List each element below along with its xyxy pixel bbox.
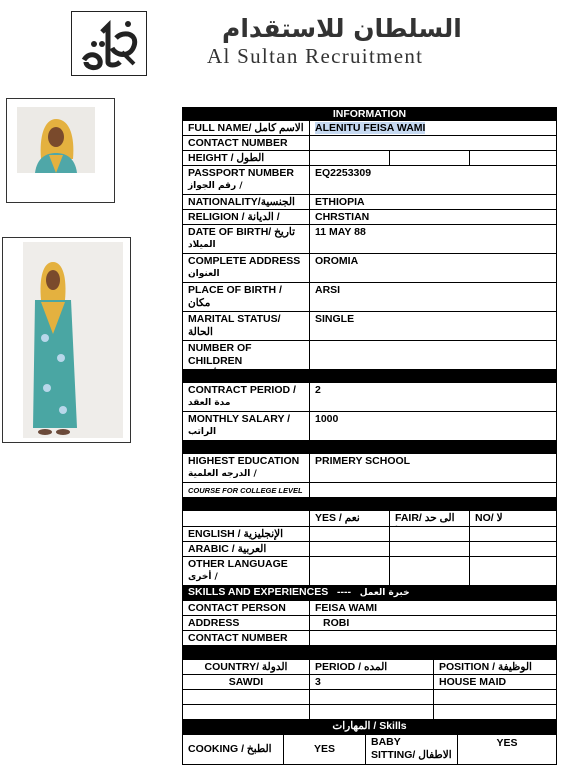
address-row xyxy=(182,254,557,283)
place-of-birth-row xyxy=(182,283,557,312)
experience-row xyxy=(182,705,557,720)
english-yes[interactable] xyxy=(310,527,390,541)
salary-row xyxy=(182,412,557,441)
dob-value[interactable]: 11 MAY 88 xyxy=(315,226,366,238)
education-row xyxy=(182,454,557,483)
contact-address-label: ADDRESS xyxy=(183,616,310,630)
contract-period-row xyxy=(182,383,557,412)
contact-person-label: CONTACT PERSON xyxy=(183,601,310,615)
lang-no-header: NO/ لا xyxy=(475,512,503,524)
section-divider xyxy=(182,646,557,660)
contact-number2-value[interactable] xyxy=(310,631,556,645)
education-label: HIGHEST EDUCATION الدرجه العلمية / xyxy=(183,454,310,482)
baby-sitting-label: BABY SITTING/ الاطفال xyxy=(366,735,458,764)
religion-label: RELIGION / الديانة / xyxy=(183,210,310,224)
experience-period[interactable] xyxy=(310,690,434,704)
passport-row xyxy=(182,166,557,195)
contact-number-label: CONTACT NUMBER xyxy=(183,136,310,150)
other-language-row xyxy=(182,557,557,586)
language-header-row xyxy=(182,511,557,527)
baby-sitting-value[interactable]: YES xyxy=(496,737,518,749)
experience-country[interactable]: SAWDI xyxy=(183,675,310,689)
position-header: POSITION / الوظيفة xyxy=(439,661,532,673)
skills-experiences-header: SKILLS AND EXPERIENCES ---- خبرة العمل xyxy=(182,586,557,601)
experience-position[interactable] xyxy=(434,690,556,704)
brand-name-arabic: السلطان للاستقدام xyxy=(222,14,462,43)
contact-address-value[interactable]: ROBI xyxy=(323,617,350,629)
nationality-row xyxy=(182,195,557,210)
nationality-value[interactable]: ETHIOPIA xyxy=(315,196,365,208)
information-header: INFORMATION xyxy=(182,107,557,121)
contact-number2-row xyxy=(182,631,557,646)
religion-row xyxy=(182,210,557,225)
experience-row xyxy=(182,690,557,705)
contract-period-label: CONTRACT PERIOD / مدة العقد xyxy=(183,383,310,411)
marital-status-value[interactable]: SINGLE xyxy=(315,313,355,325)
contact-number-row xyxy=(182,136,557,151)
salary-label: MONTHLY SALARY / الراتب xyxy=(183,412,310,440)
full-body-photo xyxy=(2,237,131,443)
address-label: COMPLETE ADDRESS العنوان xyxy=(183,254,310,282)
section-divider xyxy=(182,498,557,511)
arabic-label: ARABIC / العربية xyxy=(183,542,310,556)
dob-label: DATE OF BIRTH/ تاريخ الميلاد xyxy=(183,225,310,253)
cooking-value[interactable]: YES xyxy=(284,735,366,764)
children-label: NUMBER OF CHILDREN xyxy=(183,341,310,369)
experience-position[interactable] xyxy=(434,705,556,719)
height-value[interactable] xyxy=(310,151,390,165)
contact-address-row xyxy=(182,616,557,631)
religion-value[interactable]: CHRSTIAN xyxy=(315,211,370,223)
full-name-row xyxy=(182,121,557,136)
course-label: COURSE FOR COLLEGE LEVEL xyxy=(183,483,310,497)
dob-row xyxy=(182,225,557,254)
contact-person-row xyxy=(182,601,557,616)
section-divider xyxy=(182,441,557,454)
contract-period-value[interactable]: 2 xyxy=(315,384,321,396)
english-row xyxy=(182,527,557,542)
english-no[interactable] xyxy=(470,527,556,541)
children-value[interactable] xyxy=(310,341,556,369)
contact-person-value[interactable]: FEISA WAMI xyxy=(315,602,378,614)
skills-bar: المهارات / Skills xyxy=(182,720,557,735)
skills-row xyxy=(182,735,557,765)
place-of-birth-value[interactable]: ARSI xyxy=(315,284,341,296)
experience-row xyxy=(182,675,557,690)
place-of-birth-label: PLACE OF BIRTH / مكان xyxy=(183,283,310,311)
brand-name-english: Al Sultan Recruitment xyxy=(207,44,424,68)
english-fair[interactable] xyxy=(390,527,470,541)
other-language-fair[interactable] xyxy=(390,557,470,585)
nationality-label: NATIONALITY/الجنسية xyxy=(183,195,310,209)
arabic-no[interactable] xyxy=(470,542,556,556)
contact-number-value[interactable] xyxy=(310,136,556,150)
arabic-fair[interactable] xyxy=(390,542,470,556)
arabic-yes[interactable] xyxy=(310,542,390,556)
experience-header-row xyxy=(182,660,557,675)
other-language-label: OTHER LANGUAGE أخرى / xyxy=(183,557,310,585)
lang-fair-header: FAIR/ الى حد xyxy=(390,511,470,526)
height-cell-3[interactable] xyxy=(470,151,556,165)
period-header: PERIOD / المده xyxy=(310,660,434,674)
other-language-yes[interactable] xyxy=(310,557,390,585)
arabic-row xyxy=(182,542,557,557)
country-header: COUNTRY/ الدولة xyxy=(183,660,310,674)
portrait-photo xyxy=(6,98,115,203)
full-name-value[interactable]: ALENITU FEISA WAMI xyxy=(315,122,426,134)
company-logo xyxy=(71,11,147,76)
experience-period[interactable]: 3 xyxy=(310,675,434,689)
address-value[interactable]: OROMIA xyxy=(315,255,359,267)
passport-label: PASSPORT NUMBER رقم الجواز / xyxy=(183,166,310,194)
other-language-no[interactable] xyxy=(470,557,556,585)
experience-period[interactable] xyxy=(310,705,434,719)
course-value[interactable] xyxy=(310,483,556,497)
experience-country[interactable] xyxy=(183,705,310,719)
course-row xyxy=(182,483,557,498)
section-divider xyxy=(182,370,557,383)
passport-value[interactable]: EQ2253309 xyxy=(315,167,372,179)
full-name-label: FULL NAME/ الاسم كامل xyxy=(183,121,310,135)
logo-calligraphy-icon xyxy=(72,12,146,75)
education-value[interactable]: PRIMERY SCHOOL xyxy=(315,455,411,467)
information-form xyxy=(182,107,557,765)
salary-value[interactable]: 1000 xyxy=(315,413,339,425)
experience-position[interactable]: HOUSE MAID xyxy=(439,676,507,688)
height-label: HEIGHT / الطول xyxy=(183,151,310,165)
contact-number2-label: CONTACT NUMBER xyxy=(183,631,310,645)
lang-yes-header: YES / نعم xyxy=(310,511,390,526)
children-row xyxy=(182,341,557,370)
experience-country[interactable] xyxy=(183,690,310,704)
cooking-label: COOKING / الطبخ xyxy=(183,735,284,764)
height-cell-2[interactable] xyxy=(390,151,470,165)
height-row xyxy=(182,151,557,166)
marital-status-row xyxy=(182,312,557,341)
marital-status-label: MARITAL STATUS/ الحالة xyxy=(183,312,310,340)
english-label: ENGLISH / الإنجليزية xyxy=(183,527,310,541)
